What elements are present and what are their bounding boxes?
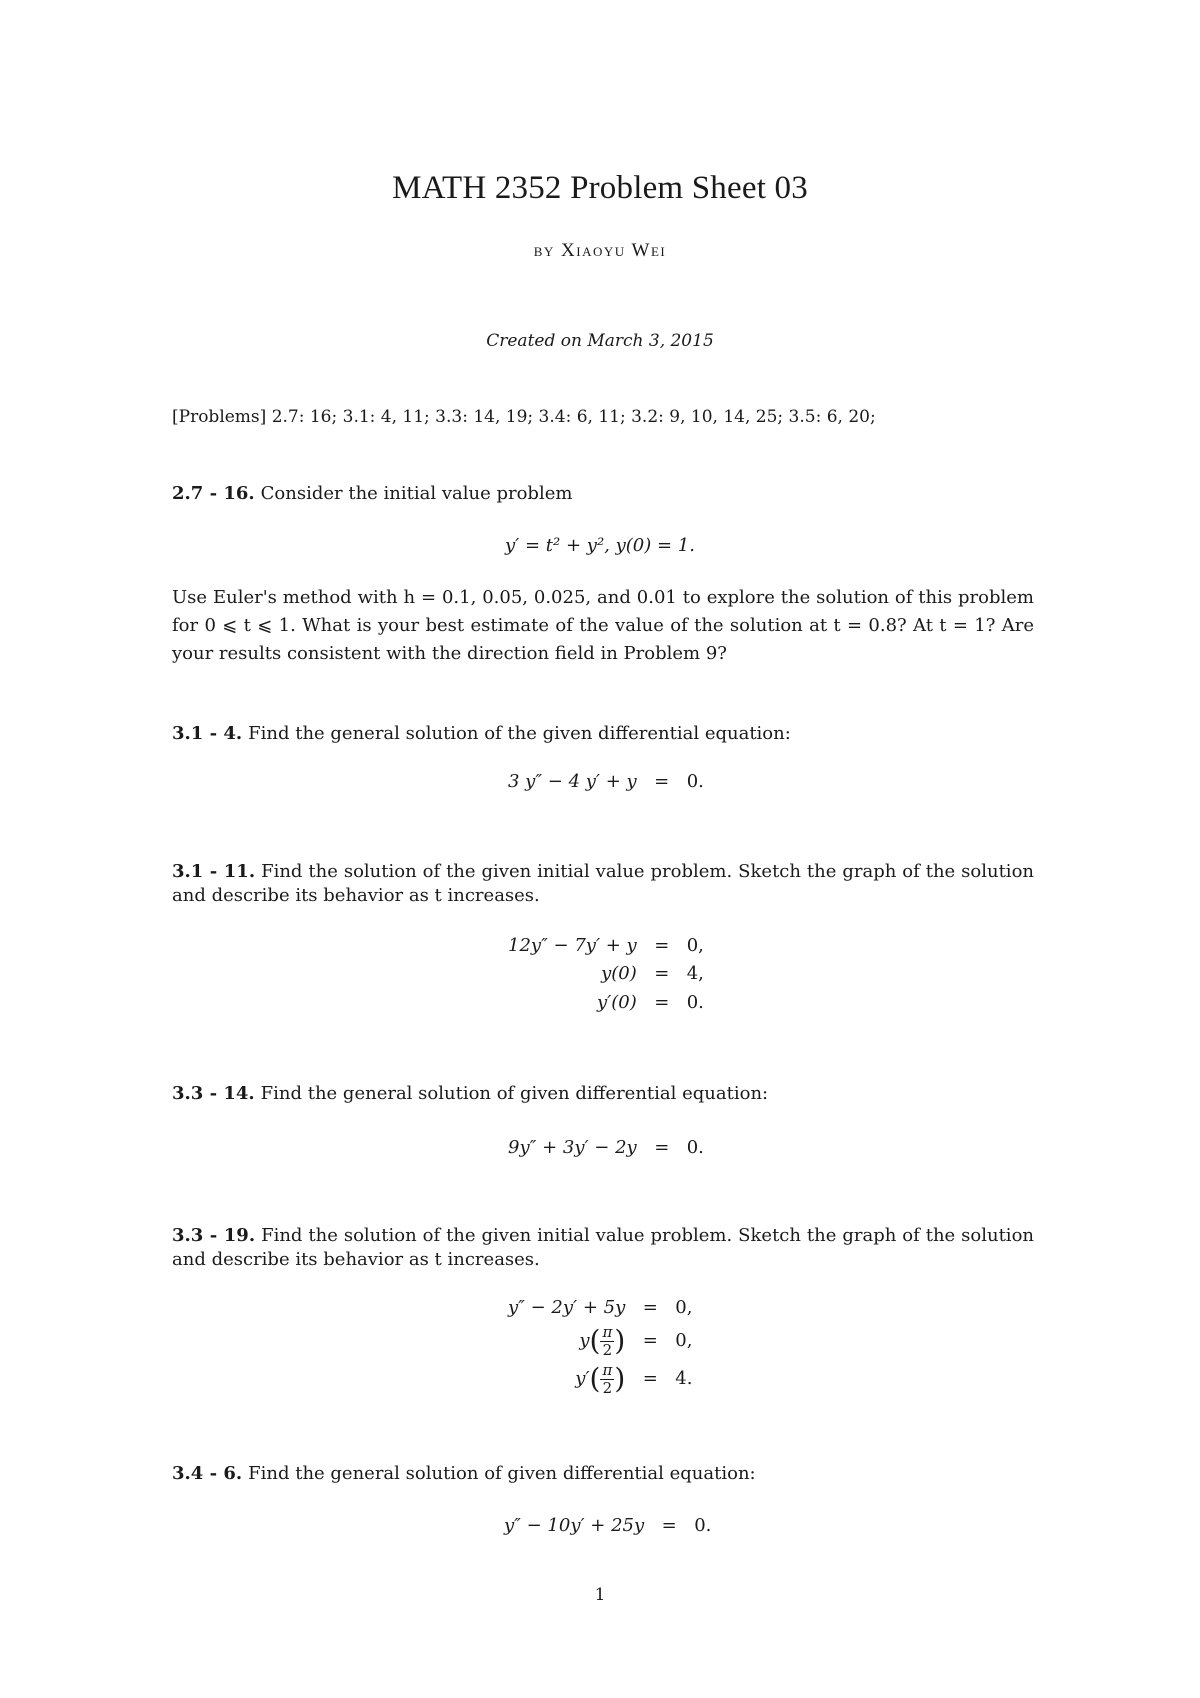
equals-sign: = (654, 991, 670, 1013)
equals-sign: = (642, 1368, 658, 1390)
left-paren: ( (589, 1324, 601, 1358)
equation-rhs: 0. (686, 991, 704, 1013)
problem-3-4-6-equation (504, 1512, 711, 1540)
problem-3-1-4-intro (172, 722, 1034, 746)
fraction (600, 1324, 614, 1358)
problem-list: [Problems] 2.7: 16; 3.1: 4, 11; 3.3: 14, 19; 3.4: 6, 11; 3.2: 9, 10, 14, 25; 3.5: 6, 20; (172, 407, 876, 427)
equals-sign: = (654, 963, 670, 985)
problem-3-1-11-intro (172, 860, 1034, 909)
equation-lhs: y″ − 2y′ + 5y (508, 1297, 626, 1318)
equation-rhs: 0. (686, 1137, 704, 1158)
problem-text: Find the solution of the given initial value problem. Sketch the graph of the solution and describe its behavior as t increases. (172, 1225, 1034, 1271)
right-paren: ) (614, 1362, 626, 1396)
problem-label: 3.3 - 14. (172, 1083, 255, 1104)
equation-lhs: y(0) (601, 963, 637, 985)
equals-sign: = (654, 1137, 670, 1158)
problem-label: 3.3 - 19. (172, 1225, 256, 1246)
fraction (600, 1362, 614, 1396)
problem-text: Find the solution of the given initial value problem. Sketch the graph of the solution and describe its behavior as t increases. (172, 861, 1034, 907)
problem-text: Consider the initial value problem (260, 483, 573, 504)
equation-rhs: 4, (686, 963, 704, 985)
author-line: by Xiaoyu Wei (533, 240, 667, 261)
equals-sign: = (654, 771, 670, 792)
problem-text: Find the general solution of given differential equation: (260, 1083, 769, 1104)
equation-rhs: 4. (675, 1368, 693, 1390)
equation-rhs: 0, (675, 1330, 693, 1352)
fraction-numerator: π (602, 1323, 613, 1342)
created-date: Created on March 3, 2015 (486, 331, 714, 351)
equation-lhs: 12y″ − 7y′ + y (508, 935, 637, 956)
problem-3-3-14-intro (172, 1082, 1034, 1106)
problem-label: 3.4 - 6. (172, 1463, 243, 1484)
equation-rhs: 0. (686, 771, 704, 792)
problem-text: Find the general solution of given differential equation: (248, 1463, 756, 1484)
equation-lhs: y″ − 10y′ + 25y (504, 1515, 645, 1536)
problem-3-4-6-intro (172, 1462, 1034, 1486)
document-title: MATH 2352 Problem Sheet 03 (392, 170, 808, 206)
problem-3-3-14-equation (508, 1134, 704, 1162)
equation-lhs-fraction (508, 1322, 639, 1360)
equation-lhs: 3 y″ − 4 y′ + y (508, 771, 637, 792)
equals-sign: = (654, 935, 670, 956)
problem-2-7-16-intro (172, 482, 1034, 506)
problem-2-7-16-equation: y′ = t² + y², y(0) = 1. (505, 535, 695, 556)
problem-label: 3.1 - 4. (172, 723, 243, 744)
function-symbol: y′ (575, 1368, 590, 1390)
problem-text: Find the general solution of the given differential equation: (248, 723, 791, 744)
equation-lhs-fraction (508, 1360, 639, 1398)
function-symbol: y (579, 1330, 590, 1352)
equation-rhs: 0, (675, 1297, 693, 1318)
left-paren: ( (589, 1362, 601, 1396)
problem-label: 2.7 - 16. (172, 483, 255, 504)
fraction-numerator: π (602, 1361, 613, 1380)
problem-3-1-4-equation (508, 768, 704, 796)
equation-lhs: 9y″ + 3y′ − 2y (508, 1137, 637, 1158)
equation-lhs: y′(0) (596, 991, 637, 1013)
problem-3-3-19-intro (172, 1224, 1034, 1273)
problem-3-3-19-equations (508, 1294, 692, 1398)
equation-rhs: 0, (686, 935, 704, 956)
equals-sign: = (642, 1297, 658, 1318)
problem-label: 3.1 - 11. (172, 861, 256, 882)
right-paren: ) (614, 1324, 626, 1358)
equals-sign: = (661, 1515, 677, 1536)
problem-2-7-16-body: Use Euler's method with h = 0.1, 0.05, 0.025, and 0.01 to explore the solution of this problem for 0 ⩽ t ⩽ 1. What is your best estimate of the value of the solution at t = 0.8? At t = 1? Are your results consistent with the direction field in Problem 9? (172, 587, 1034, 664)
equals-sign: = (642, 1330, 658, 1352)
page-number: 1 (594, 1585, 606, 1605)
fraction-denominator: 2 (602, 1340, 613, 1359)
problem-3-1-11-equations (508, 932, 704, 1017)
fraction-denominator: 2 (602, 1378, 613, 1397)
equation-rhs: 0. (694, 1515, 712, 1536)
